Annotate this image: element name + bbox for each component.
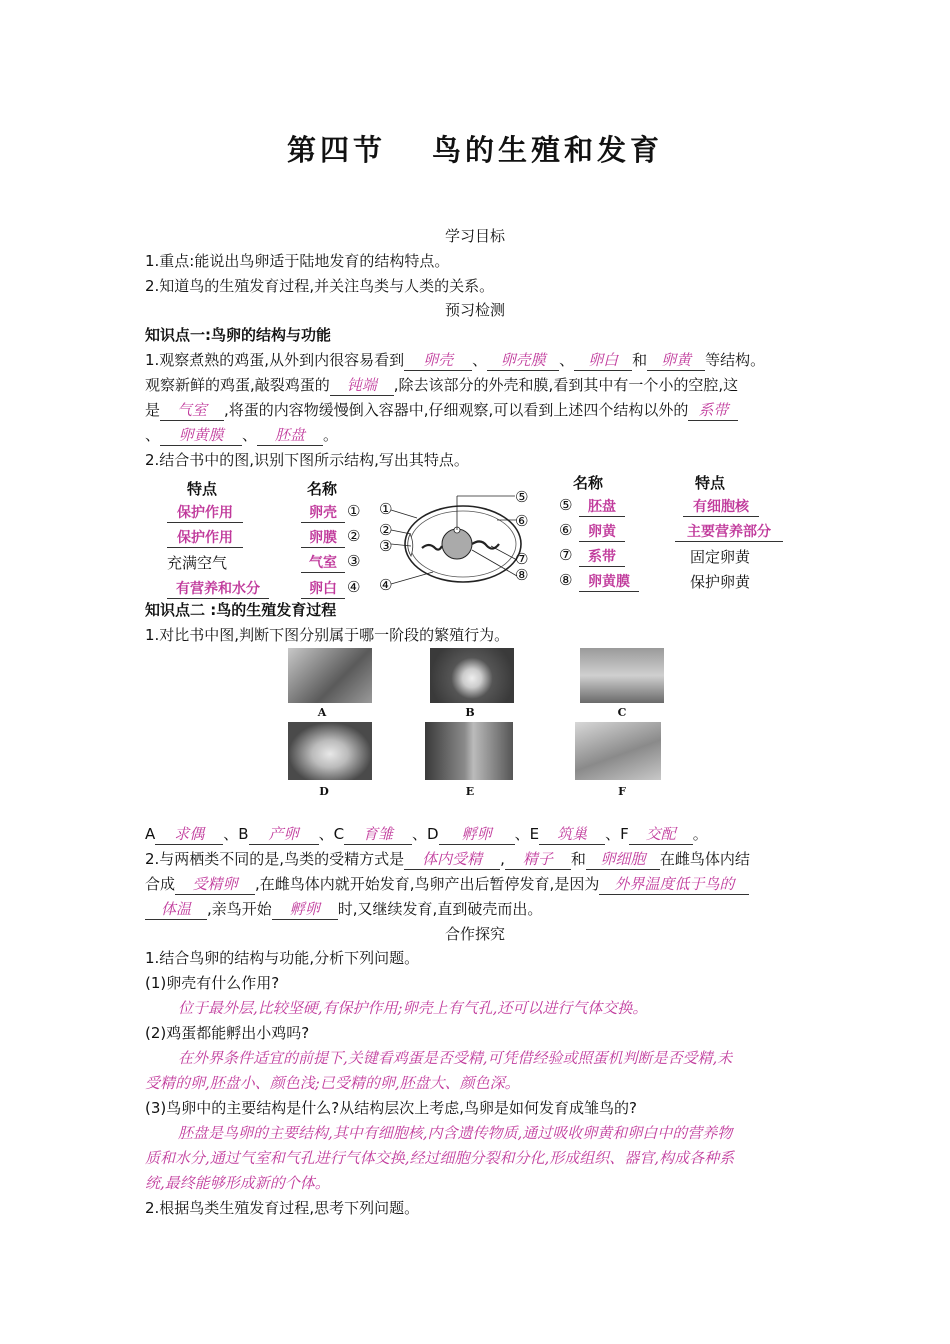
answer-blank: 卵壳 — [404, 350, 472, 371]
egg-marker-5: ⑤ — [515, 488, 529, 506]
egg-marker-6: ⑥ — [515, 512, 529, 530]
marker-5: ⑤ — [559, 496, 573, 514]
kp2-q1-text: 1.对比书中图,判断下图分别属于哪一阶段的繁殖行为。 — [145, 626, 510, 644]
photo-caption: E — [465, 785, 475, 798]
name-answer: 气室 — [301, 552, 345, 573]
feature-answer: 有细胞核 — [683, 496, 759, 517]
kp2-heading: 知识点二 :鸟的生殖发育过程 — [145, 601, 337, 619]
explore-heading: 合作探究 — [444, 925, 505, 943]
answer-blank: 精子 — [505, 849, 571, 870]
egg-marker-3: ③ — [379, 537, 393, 555]
answer-blank: 求偶 — [155, 824, 223, 845]
feature-answer: 保护作用 — [167, 502, 243, 523]
answer-blank: 孵卵 — [272, 899, 338, 920]
photo-c-feeding — [580, 648, 664, 703]
kp1-q1-line2: 观察新鲜的鸡蛋,敲裂鸡蛋的 钝端 ,除去该部分的外壳和膜,看到其中有一个小的空腔,这 — [145, 376, 739, 394]
marker-2: ② — [347, 527, 361, 545]
kp1-q1-line1: 1.观察煮熟的鸡蛋,从外到内很容易看到 卵壳 、 卵壳膜 、 卵白 和 卵黄 等结构。 — [145, 351, 766, 369]
photo-e-nest-building — [425, 722, 513, 780]
yolk — [442, 529, 472, 559]
name-answer: 卵黄 — [579, 521, 625, 542]
feature-text: 充满空气 — [167, 554, 228, 572]
feature-text: 保护卵黄 — [690, 573, 751, 591]
answer-blank: 卵黄膜 — [160, 425, 242, 446]
kp2-q1-answers: A 求偶 、B 产卵 、C 育雏 、D 孵卵 、E 筑巢 、F 交配 。 — [145, 825, 708, 843]
answer-blank: 卵壳膜 — [487, 350, 559, 371]
kp2-q2-line3: 体温 ,亲鸟开始 孵卵 时,又继续发育,直到破壳而出。 — [145, 897, 810, 921]
photo-a-courtship — [288, 648, 372, 703]
photo-caption: A — [317, 706, 327, 719]
photo-f-mating — [575, 722, 661, 780]
feature-answer: 有营养和水分 — [167, 578, 269, 599]
left-header-name: 名称 — [307, 480, 338, 498]
answer-blank: 卵黄 — [647, 350, 705, 371]
marker-7: ⑦ — [559, 546, 573, 564]
answer-blank: 系带 — [688, 400, 738, 421]
marker-3: ③ — [347, 552, 361, 570]
kp2-q2-line1: 2.与两栖类不同的是,鸟类的受精方式是 体内受精 , 精子 和 卵细胞 在雌鸟体内结 — [145, 850, 750, 868]
answer-blank: 筑巢 — [539, 824, 605, 845]
photo-b-eggs — [430, 648, 514, 703]
egg-marker-7: ⑦ — [515, 550, 529, 568]
photo-caption: F — [618, 785, 626, 798]
explore-sub2-answer-line1: 在外界条件适宜的前提下,关键看鸡蛋是否受精,可凭借经验或照蛋机判断是否受精,未 — [178, 1049, 733, 1067]
left-header-feature: 特点 — [187, 480, 218, 498]
explore-sub1-question: (1)卵壳有什么作用? — [145, 974, 280, 992]
explore-sub2-question: (2)鸡蛋都能孵出小鸡吗? — [145, 1024, 310, 1042]
marker-4: ④ — [347, 578, 361, 596]
answer-blank: 卵白 — [574, 350, 632, 371]
explore-sub3-answer-line1: 胚盘是鸟卵的主要结构,其中有细胞核,内含遗传物质,通过吸收卵黄和卵白中的营养物 — [178, 1124, 733, 1142]
photo-caption: D — [319, 785, 329, 798]
answer-blank: 体内受精 — [404, 849, 500, 870]
answer-blank: 体温 — [145, 899, 207, 920]
name-answer: 卵壳 — [301, 502, 345, 523]
answer-blank: 卵细胞 — [586, 849, 660, 870]
feature-answer: 主要营养部分 — [675, 521, 783, 542]
kp1-q1-line4: 、 卵黄膜 、 胚盘 。 — [145, 426, 339, 444]
egg-marker-2: ② — [379, 521, 393, 539]
name-answer: 系带 — [579, 546, 625, 567]
egg-cross-section — [377, 486, 537, 600]
right-header-feature: 特点 — [695, 474, 726, 492]
egg-marker-8: ⑧ — [515, 566, 529, 584]
egg-marker-4: ④ — [379, 576, 393, 594]
preview-heading: 预习检测 — [444, 301, 505, 319]
marker-6: ⑥ — [559, 521, 573, 539]
title-section: 第四节 — [286, 133, 386, 167]
kp1-heading: 知识点一:鸟卵的结构与功能 — [145, 326, 331, 344]
objectives-heading: 学习目标 — [444, 227, 505, 245]
photo-caption: B — [465, 706, 475, 719]
explore-q2: 2.根据鸟类生殖发育过程,思考下列问题。 — [145, 1199, 420, 1217]
photo-caption: C — [617, 706, 627, 719]
photo-d-incubating — [288, 722, 372, 780]
name-answer: 卵黄膜 — [579, 571, 639, 592]
objective-2: 2.知道鸟的生殖发育过程,并关注鸟类与人类的关系。 — [145, 277, 495, 295]
answer-blank: 胚盘 — [257, 425, 323, 446]
answer-blank: 受精卵 — [175, 874, 255, 895]
answer-blank: 交配 — [629, 824, 693, 845]
answer-blank: 气室 — [160, 400, 224, 421]
page-title — [0, 128, 950, 169]
egg-marker-1: ① — [379, 500, 393, 518]
title-topic: 鸟的生殖和发育 — [432, 133, 664, 167]
marker-1: ① — [347, 502, 361, 520]
explore-sub3-answer-line3: 统,最终能够形成新的个体。 — [145, 1174, 330, 1192]
kp2-q2-line2: 合成 受精卵 ,在雌鸟体内就开始发育,鸟卵产出后暂停发育,是因为 外界温度低于鸟的 — [145, 872, 810, 896]
feature-answer: 保护作用 — [167, 527, 243, 548]
answer-blank: 外界温度低于鸟的 — [599, 874, 749, 895]
explore-sub2-answer-line2: 受精的卵,胚盘小、颜色浅;已受精的卵,胚盘大、颜色深。 — [145, 1074, 520, 1092]
kp1-q2-text: 2.结合书中的图,识别下图所示结构,写出其特点。 — [145, 451, 469, 469]
explore-sub3-question: (3)鸟卵中的主要结构是什么?从结构层次上考虑,鸟卵是如何发育成雏鸟的? — [145, 1099, 637, 1117]
feature-text: 固定卵黄 — [690, 548, 751, 566]
kp1-q1-line3: 是 气室 ,将蛋的内容物缓慢倒入容器中,仔细观察,可以看到上述四个结构以外的 系带 — [145, 398, 810, 422]
name-answer: 卵膜 — [301, 527, 345, 548]
explore-sub3-answer-line2: 质和水分,通过气室和气孔进行气体交换,经过细胞分裂和分化,形成组织、器官,构成各种系 — [145, 1149, 735, 1167]
name-answer: 卵白 — [301, 578, 345, 599]
answer-blank: 孵卵 — [439, 824, 515, 845]
explore-q1: 1.结合鸟卵的结构与功能,分析下列问题。 — [145, 949, 420, 967]
name-answer: 胚盘 — [579, 496, 625, 517]
answer-blank: 育雏 — [344, 824, 412, 845]
answer-blank: 钝端 — [330, 375, 394, 396]
right-header-name: 名称 — [573, 474, 604, 492]
answer-blank: 产卵 — [249, 824, 319, 845]
marker-8: ⑧ — [559, 571, 573, 589]
egg-structure-diagram — [145, 472, 810, 600]
explore-sub1-answer: 位于最外层,比较坚硬,有保护作用;卵壳上有气孔,还可以进行气体交换。 — [178, 999, 648, 1017]
objective-1: 1.重点:能说出鸟卵适于陆地发育的结构特点。 — [145, 252, 450, 270]
